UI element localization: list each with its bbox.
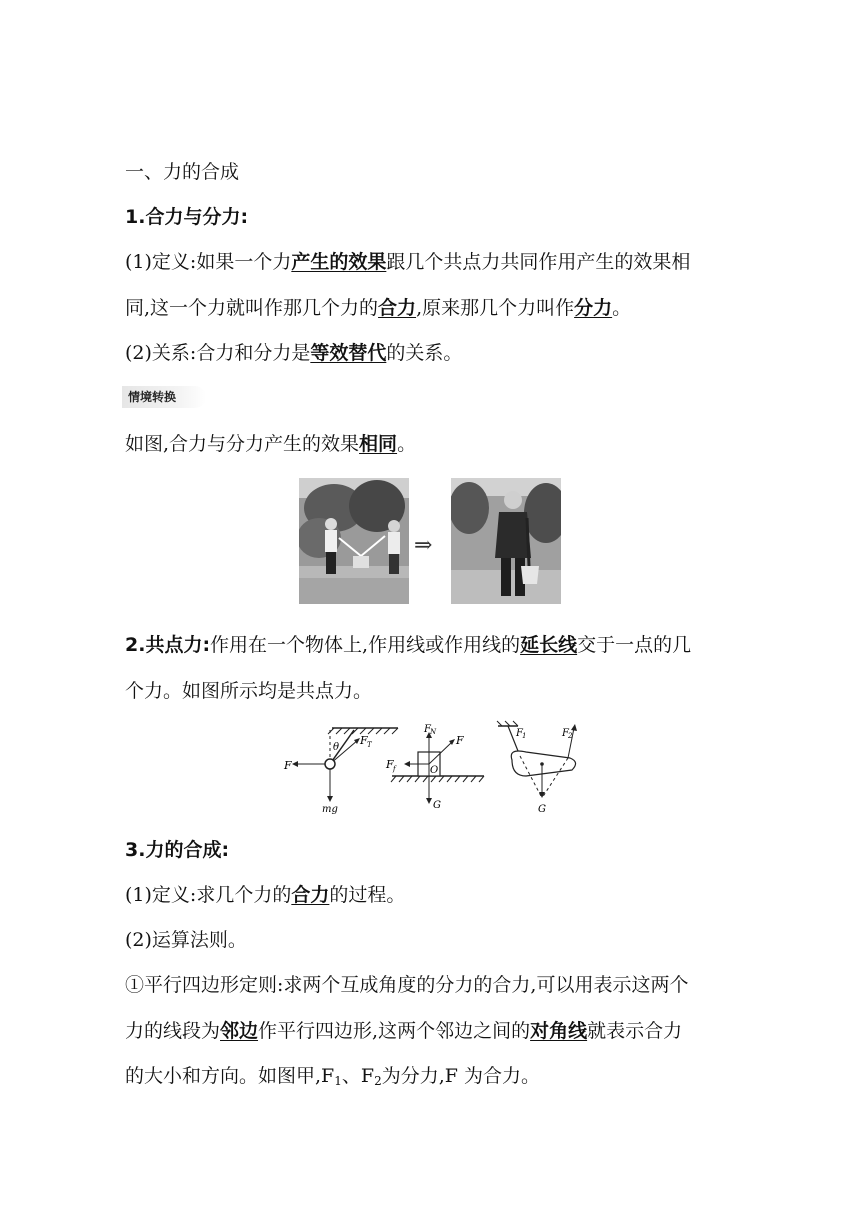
photo-one-person-image [451, 478, 561, 604]
text: (2)关系:合力和分力是 [125, 342, 311, 364]
subscript: 1 [334, 1074, 342, 1088]
text: 就表示合力 [587, 1020, 683, 1042]
underlined-answer: 延长线 [520, 634, 578, 656]
text: 跟几个共点力共同作用产生的效果相 [386, 251, 691, 273]
item1-relation [125, 341, 462, 365]
text: 力的线段为 [125, 1020, 221, 1042]
label-ff-sub: f [393, 765, 396, 773]
label-ff: F [386, 758, 394, 771]
scene-text [125, 432, 416, 456]
label-f2: F [456, 734, 464, 747]
label-f2b: F [562, 728, 569, 739]
text: 的过程。 [329, 884, 406, 906]
label-g2: G [538, 804, 546, 815]
label-f: F [284, 759, 292, 772]
section-title: 一、力的合成 [125, 161, 240, 183]
concurrent-force-diagrams [280, 718, 590, 818]
underlined-answer: 相同 [359, 433, 398, 455]
item2-line2: 个力。如图所示均是共点力。 [125, 680, 373, 702]
item3-heading: 3.力的合成: [125, 839, 230, 861]
text: 、F [341, 1065, 375, 1087]
text: 为分力,F 为合力。 [381, 1065, 540, 1087]
label-f1: F [516, 728, 523, 739]
text: 同,这一个力就叫作那几个力的 [125, 297, 379, 319]
item1-heading: 1.合力与分力: [125, 206, 249, 228]
scene-tag: 情境转换 [122, 386, 206, 408]
photo-one-person [451, 478, 561, 604]
underlined-answer: 分力 [574, 297, 613, 319]
label-theta: θ [333, 742, 340, 753]
subscript: 2 [374, 1074, 382, 1088]
text: 的大小和方向。如图甲,F [125, 1065, 335, 1087]
underlined-answer: 等效替代 [310, 342, 387, 364]
label-mg: mg [322, 804, 338, 815]
text: 作平行四边形,这两个邻边之间的 [258, 1020, 531, 1042]
implies-arrow: ⇒ [414, 533, 433, 558]
item3-para-line1: ①平行四边形定则:求两个互成角度的分力的合力,可以用表示这两个 [125, 974, 689, 996]
label-g: G [433, 800, 441, 811]
diagram-hanging-ball [283, 728, 398, 815]
item2-line1 [125, 633, 691, 657]
item2-heading: 2.共点力: [125, 634, 211, 656]
text: 的关系。 [386, 342, 463, 364]
text: 。 [397, 433, 417, 455]
item1-def-line1 [125, 250, 690, 274]
label-fn-sub: N [430, 728, 437, 736]
label-f1-sub: 1 [522, 732, 527, 740]
item3-para-line3 [125, 1064, 540, 1093]
text: 如图,合力与分力产生的效果 [125, 433, 360, 455]
diagram-block [385, 724, 484, 811]
text: 交于一点的几 [577, 634, 692, 656]
item3-rule: (2)运算法则。 [125, 929, 247, 951]
underlined-answer: 产生的效果 [291, 251, 387, 273]
item3-para-line2 [125, 1019, 682, 1043]
label-ft: F [360, 734, 368, 747]
text: (1)定义:如果一个力 [125, 251, 292, 273]
label-fn: F [424, 724, 431, 735]
text: 作用在一个物体上,作用线或作用线的 [210, 634, 521, 656]
label-o: O [430, 765, 439, 776]
diagram-hanging-rod [497, 721, 577, 815]
text: (1)定义:求几个力的 [125, 884, 292, 906]
photo-two-people [299, 478, 409, 604]
label-ft-sub: T [367, 741, 372, 749]
item3-def [125, 883, 405, 907]
text: 。 [612, 297, 632, 319]
underlined-answer: 邻边 [220, 1020, 259, 1042]
underlined-answer: 合力 [378, 297, 417, 319]
photo-two-people-image [299, 478, 409, 604]
underlined-answer: 合力 [291, 884, 330, 906]
label-f2b-sub: 2 [568, 732, 573, 740]
underlined-answer: 对角线 [530, 1020, 588, 1042]
item1-def-line2 [125, 296, 631, 320]
text: ,原来那几个力叫作 [416, 297, 575, 319]
